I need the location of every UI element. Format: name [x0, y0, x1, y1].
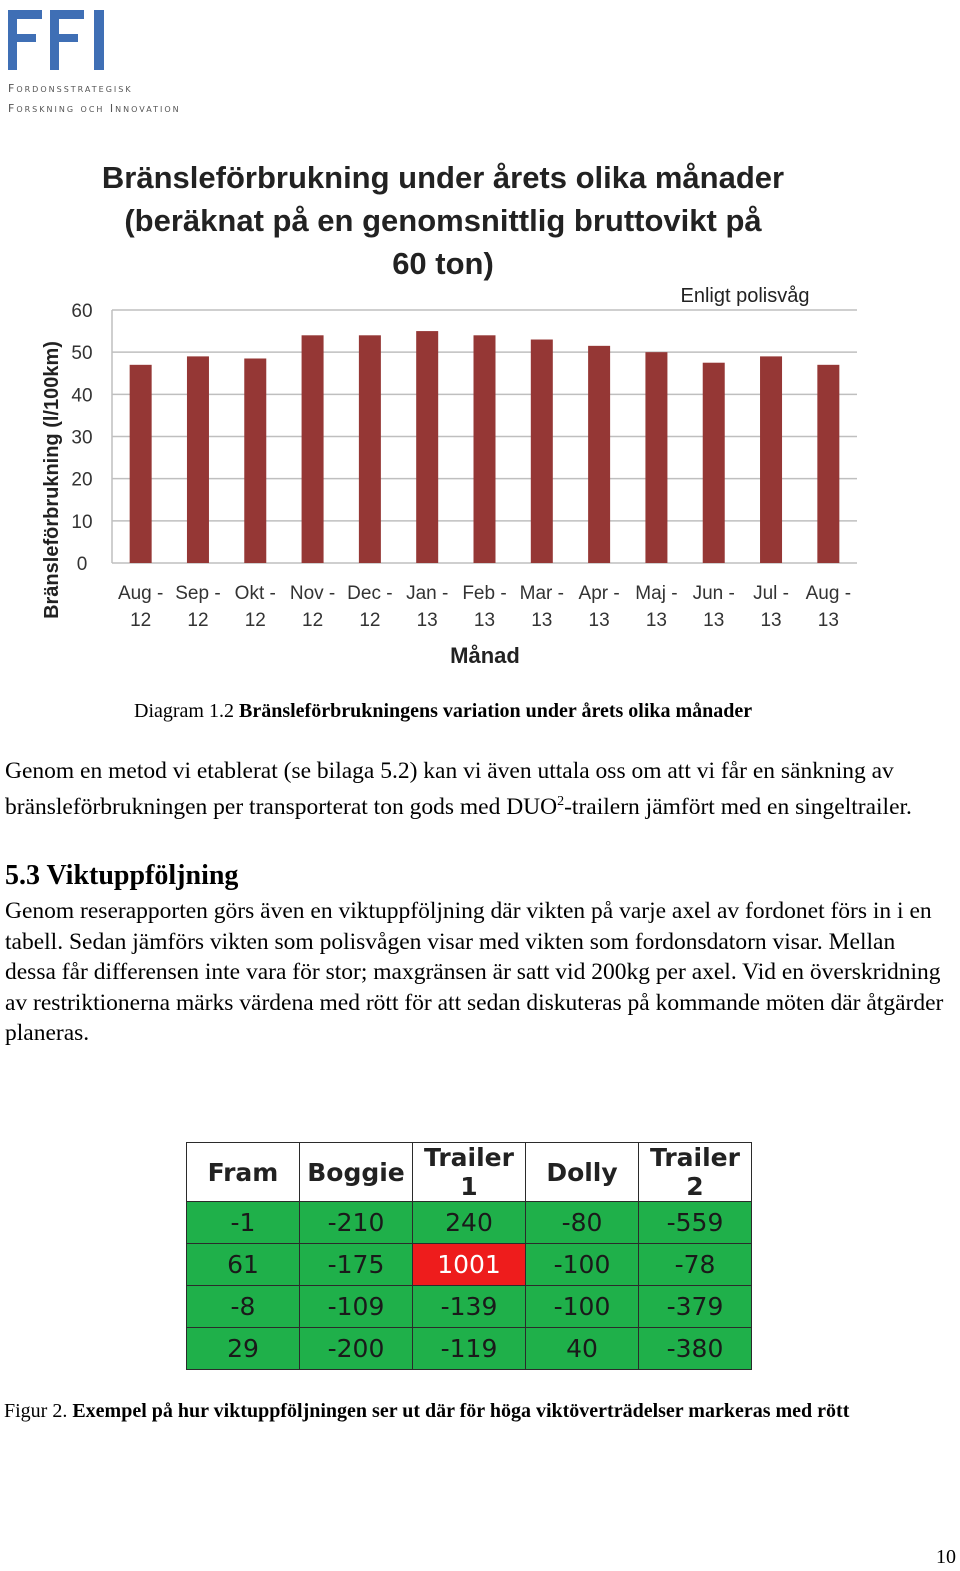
- table-cell: -80: [526, 1202, 639, 1244]
- weight-table-body: [187, 1202, 752, 1370]
- bar: [474, 335, 496, 563]
- x-tick-label: 13: [760, 610, 782, 631]
- x-tick-label: 13: [416, 610, 438, 631]
- ffi-logo-mark: [6, 4, 116, 76]
- fuel-consumption-chart: [0, 150, 960, 680]
- table-cell: -200: [300, 1328, 413, 1370]
- bar: [416, 331, 438, 563]
- bar: [817, 365, 839, 563]
- paragraph-duo-text: Genom en metod vi etablerat (se bilaga 5.2) kan vi även uttala oss om att vi får en sänkning av bränsleförbrukningen per transporterat ton gods med DUO: [5, 758, 894, 820]
- table-cell: 61: [187, 1244, 300, 1286]
- table-cell: -380: [639, 1328, 752, 1370]
- bar: [703, 363, 725, 563]
- chart-title: [102, 160, 784, 281]
- y-tick-label: 0: [76, 554, 88, 575]
- chart-title-line: Bränsleförbrukning under årets olika månader: [101, 160, 785, 195]
- x-tick-label: 13: [703, 610, 725, 631]
- table-cell: -210: [300, 1202, 413, 1244]
- weight-table-header-row: [187, 1143, 752, 1202]
- superscript: 2: [557, 793, 565, 809]
- weight-table-header: Dolly: [526, 1143, 639, 1202]
- table-cell: 240: [413, 1202, 526, 1244]
- x-tick-label: 12: [244, 610, 266, 631]
- table-cell: -100: [526, 1244, 639, 1286]
- bar: [244, 358, 266, 563]
- paragraph-weights: Genom reserapporten görs även en viktuppföljning där vikten på varje axel av fordonet förs in i en tabell. Sedan jämförs vikten som polisvågen visar med vikten som fordonsdatorn visar. Mellan dessa får differensen inte vara för stor; maxgränsen är satt vid 200kg per axel. Vid en överskridning av restriktionerna märks värdena med rött för att sedan diskuteras på kommande möten där åtgärder planeras.: [5, 898, 944, 1046]
- legend-label: Enligt polisvåg: [680, 285, 810, 307]
- x-tick-label: 13: [645, 610, 667, 631]
- x-tick-label: Jul -: [753, 583, 789, 604]
- table-cell: -119: [413, 1328, 526, 1370]
- y-tick-label: 50: [71, 343, 93, 365]
- chart-caption: [134, 700, 752, 723]
- table-cell: 29: [187, 1328, 300, 1370]
- ffi-logo: [6, 4, 246, 124]
- x-tick-label: 13: [531, 610, 553, 631]
- x-tick-label: Okt -: [234, 583, 276, 604]
- x-axis-ticks: [118, 583, 851, 631]
- paragraph-duo-tail: -trailern jämfört med en singeltrailer.: [564, 793, 912, 820]
- logo-line-1: Fordonsstrategisk: [8, 82, 133, 95]
- chart-caption-text: Bränsleförbrukningens variation under årets olika månader: [238, 700, 753, 722]
- figure-caption-prefix: Figur 2.: [4, 1400, 73, 1422]
- table-cell: -1: [187, 1202, 300, 1244]
- x-tick-label: Aug -: [117, 583, 164, 604]
- table-cell: -139: [413, 1286, 526, 1328]
- table-cell: -78: [639, 1244, 752, 1286]
- table-cell: -109: [300, 1286, 413, 1328]
- section-heading: 5.3 Viktuppföljning: [5, 860, 239, 891]
- chart-title-line: 60 ton): [392, 246, 494, 281]
- figure-caption-text: Exempel på hur viktuppföljningen ser ut där för höga viktöverträdelser markeras med rött: [72, 1400, 850, 1422]
- x-axis-label: Månad: [450, 643, 520, 668]
- y-tick-label: 10: [71, 511, 93, 533]
- bar: [760, 356, 782, 563]
- y-tick-label: 30: [71, 427, 93, 449]
- weight-table-header: Boggie: [300, 1143, 413, 1202]
- weight-table-header: Trailer 2: [639, 1143, 752, 1202]
- weight-table-header: Trailer 1: [413, 1143, 526, 1202]
- table-row: [187, 1202, 752, 1244]
- figure-caption: [4, 1400, 849, 1423]
- x-tick-label: Nov -: [289, 583, 336, 604]
- x-tick-label: Sep -: [175, 583, 221, 604]
- x-tick-label: Aug -: [805, 583, 852, 604]
- table-cell: 40: [526, 1328, 639, 1370]
- y-tick-label: 20: [71, 469, 93, 491]
- table-cell: 1001: [413, 1244, 526, 1286]
- x-tick-label: Apr -: [578, 583, 620, 604]
- table-cell: -175: [300, 1244, 413, 1286]
- x-tick-label: 13: [817, 610, 839, 631]
- table-cell: -100: [526, 1286, 639, 1328]
- bar: [302, 335, 324, 563]
- chart-title-line: (beräknat på en genomsnittlig bruttovikt på: [124, 203, 762, 238]
- weight-table: [186, 1142, 752, 1370]
- x-tick-label: Jun -: [692, 583, 735, 604]
- bar: [645, 352, 667, 563]
- y-tick-label: 60: [71, 301, 93, 322]
- bar: [130, 365, 152, 563]
- y-tick-label: 40: [71, 385, 93, 407]
- x-tick-label: 13: [588, 610, 610, 631]
- bar: [588, 346, 610, 563]
- bar: [187, 356, 209, 563]
- page-number: 10: [936, 1546, 956, 1568]
- table-cell: -379: [639, 1286, 752, 1328]
- table-row: [187, 1286, 752, 1328]
- table-row: [187, 1244, 752, 1286]
- weight-table-header: Fram: [187, 1143, 300, 1202]
- x-tick-label: Dec -: [347, 583, 393, 604]
- x-tick-label: 12: [359, 610, 381, 631]
- chart-bars: [130, 331, 840, 563]
- bar: [359, 335, 381, 563]
- x-tick-label: 12: [130, 610, 152, 631]
- table-row: [187, 1328, 752, 1370]
- y-axis-label: Bränsleförbrukning (l/100km): [41, 341, 63, 619]
- x-tick-label: Feb -: [462, 583, 507, 604]
- chart-caption-prefix: Diagram 1.2: [134, 700, 239, 722]
- x-tick-label: 13: [473, 610, 496, 631]
- logo-line-2: Forskning och Innovation: [8, 102, 181, 115]
- x-tick-label: 12: [302, 610, 324, 631]
- table-cell: -559: [639, 1202, 752, 1244]
- paragraph-duo: [5, 756, 950, 822]
- x-tick-label: Jan -: [406, 583, 449, 604]
- x-tick-label: Mar -: [519, 583, 564, 604]
- x-tick-label: 12: [187, 610, 209, 631]
- x-tick-label: Maj -: [635, 583, 678, 604]
- y-axis-ticks: [71, 301, 92, 575]
- table-cell: -8: [187, 1286, 300, 1328]
- bar: [531, 340, 553, 563]
